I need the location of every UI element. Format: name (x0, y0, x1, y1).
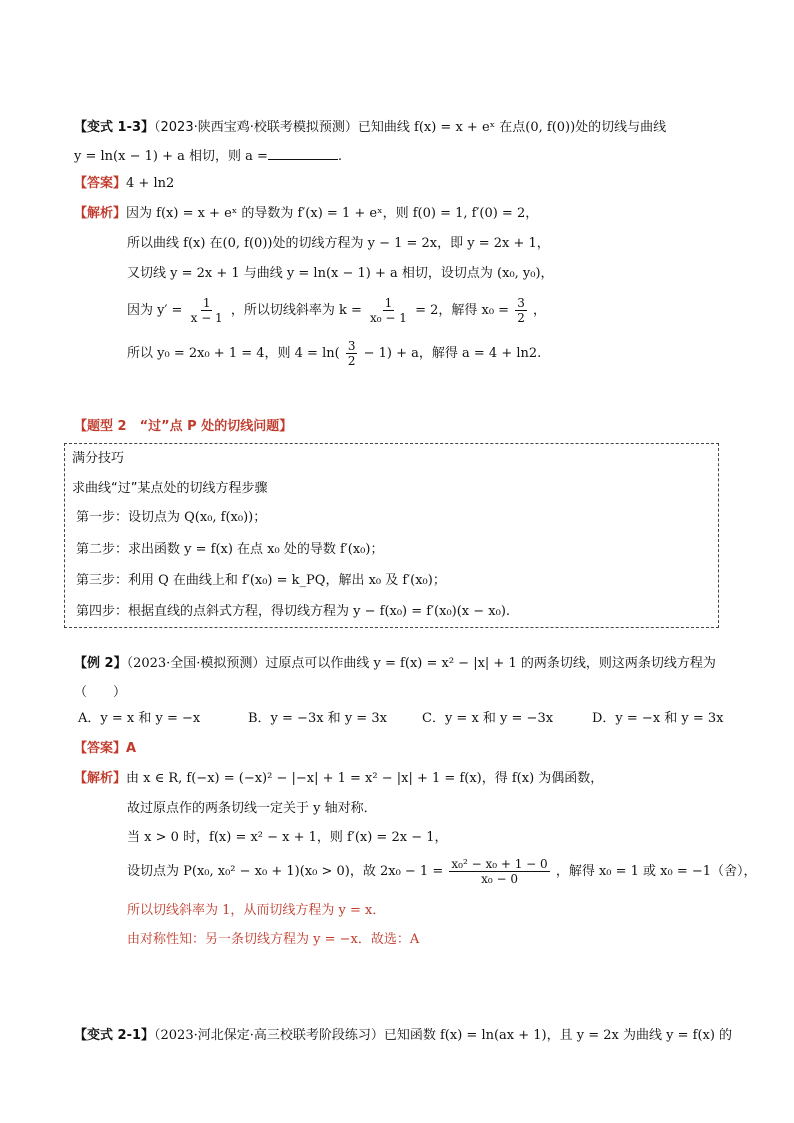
text: = 2，解得 x₀ = (415, 303, 510, 318)
denominator: x₀ − 0 (481, 872, 518, 886)
analysis-2-line6: 由对称性知：另一条切线方程为 y = −x．故选：A (127, 932, 420, 947)
numerator: x₀² − x₀ + 1 − 0 (451, 857, 548, 871)
example-2-stem (74, 655, 716, 673)
numerator: 1 (202, 296, 211, 310)
analysis-2-line2: 故过原点作的两条切线一定关于 y 轴对称． (127, 801, 377, 816)
tips-step-2: 第二步：求出函数 y = f(x) 在点 x₀ 处的导数 f′(x₀)； (76, 542, 384, 557)
analysis-label: 【解析】 (74, 206, 127, 221)
answer-2 (74, 740, 136, 758)
text: − 1) + a，解得 a = 4 + ln2. (363, 346, 542, 361)
tips-heading: 满分技巧 (72, 451, 125, 466)
fraction (189, 296, 225, 325)
numerator: 1 (384, 296, 393, 310)
answer-1-3 (74, 175, 174, 193)
analysis-1-3-line4 (127, 294, 546, 328)
answer-label: 【答案】 (74, 741, 127, 756)
analysis-2-line1 (74, 770, 603, 788)
answer-label: 【答案】 (74, 176, 127, 191)
numerator: 3 (347, 339, 356, 353)
example-tag: 【例 2】 (74, 656, 127, 671)
fraction (449, 857, 549, 886)
variant-tag: 【变式 2-1】 (74, 1028, 155, 1043)
analysis-1-3-line1 (74, 205, 538, 223)
option-b[interactable]: B．y = −3x 和 y = 3x (248, 711, 387, 726)
variant-1-3-line1 (74, 119, 666, 137)
text: ，所以切线斜率为 k = (230, 303, 362, 318)
text: 所以 y₀ = 2x₀ + 1 = 4，则 4 = ln( (127, 346, 340, 361)
denominator: 2 (347, 354, 356, 368)
denominator: x₀ − 1 (370, 311, 407, 325)
type-2-heading: 【题型 2 “过”点 P 处的切线问题】 (74, 419, 293, 434)
text: 因为 y′ = (127, 303, 183, 318)
analysis-2-line5: 所以切线斜率为 1，从而切线方程为 y = x． (127, 903, 386, 918)
answer-value: 4 + ln2 (126, 176, 175, 191)
fraction (515, 296, 527, 325)
variant-source: （2023·陕西宝鸡·校联考模拟预测） (154, 120, 358, 135)
tips-box (64, 443, 719, 628)
variant-2-1 (74, 1027, 732, 1045)
option-c[interactable]: C．y = x 和 y = −3x (422, 711, 554, 726)
fraction (346, 339, 358, 368)
variant-1-3-line2 (74, 147, 342, 166)
option-d[interactable]: D．y = −x 和 y = 3x (592, 711, 724, 726)
text: ， (533, 303, 547, 318)
analysis-1-3-line2: 所以曲线 f(x) 在(0, f(0))处的切线方程为 y − 1 = 2x，即 y = 2x + 1， (127, 236, 550, 251)
tips-step-1: 第一步：设切点为 Q(x₀, f(x₀))； (76, 510, 267, 525)
text: 设切点为 P(x₀, x₀² − x₀ + 1)(x₀ > 0)，故 2x₀ − 1 = (127, 864, 444, 879)
numerator: 3 (517, 296, 525, 310)
analysis-text: 由 x ∈ R, f(−x) = (−x)² − |−x| + 1 = x² − |x| + 1 = f(x)，得 f(x) 为偶函数， (126, 771, 604, 786)
analysis-2-line3: 当 x > 0 时，f(x) = x² − x + 1，则 f′(x) = 2x − 1， (127, 830, 448, 845)
tips-step-4: 第四步：根据直线的点斜式方程，得切线方程为 y − f(x₀) = f′(x₀)(x − x₀). (76, 604, 511, 619)
analysis-1-3-line5 (127, 337, 541, 371)
denominator: x − 1 (190, 311, 223, 325)
answer-blank (268, 147, 338, 160)
analysis-1-3-line3: 又切线 y = 2x + 1 与曲线 y = ln(x − 1) + a 相切，设切点为 (x₀, y₀)， (127, 266, 554, 281)
denominator: 2 (517, 311, 525, 325)
variant-tag: 【变式 1-3】 (74, 120, 155, 135)
tips-subheading: 求曲线“过”某点处的切线方程步骤 (72, 481, 268, 496)
option-a[interactable]: A．y = x 和 y = −x (78, 711, 201, 726)
analysis-2-line4 (127, 855, 757, 889)
example-2-paren: （ ） (74, 685, 127, 700)
variant-text: （2023·河北保定·高三校联考阶段练习）已知函数 f(x) = ln(ax + 1)，且 y = 2x 为曲线 y = f(x) 的 (154, 1028, 733, 1043)
fraction (368, 296, 409, 325)
tips-step-3: 第三步：利用 Q 在曲线上和 f′(x₀) = k_PQ，解出 x₀ 及 f′(x₀)； (76, 573, 446, 588)
analysis-text: 因为 f(x) = x + eˣ 的导数为 f′(x) = 1 + eˣ，则 f(0) = 1, f′(0) = 2， (126, 206, 539, 221)
variant-stem-2: y = ln(x − 1) + a 相切，则 a = (74, 149, 268, 164)
text: ，解得 x₀ = 1 或 x₀ = −1（舍）， (555, 864, 757, 879)
period: . (337, 149, 343, 164)
example-text: （2023·全国·模拟预测）过原点可以作曲线 y = f(x) = x² − |x| + 1 的两条切线，则这两条切线方程为 (126, 656, 716, 671)
variant-stem: 已知曲线 f(x) = x + eˣ 在点(0, f(0))处的切线与曲线 (357, 120, 667, 135)
analysis-label: 【解析】 (74, 771, 127, 786)
answer-value: A (126, 741, 137, 756)
